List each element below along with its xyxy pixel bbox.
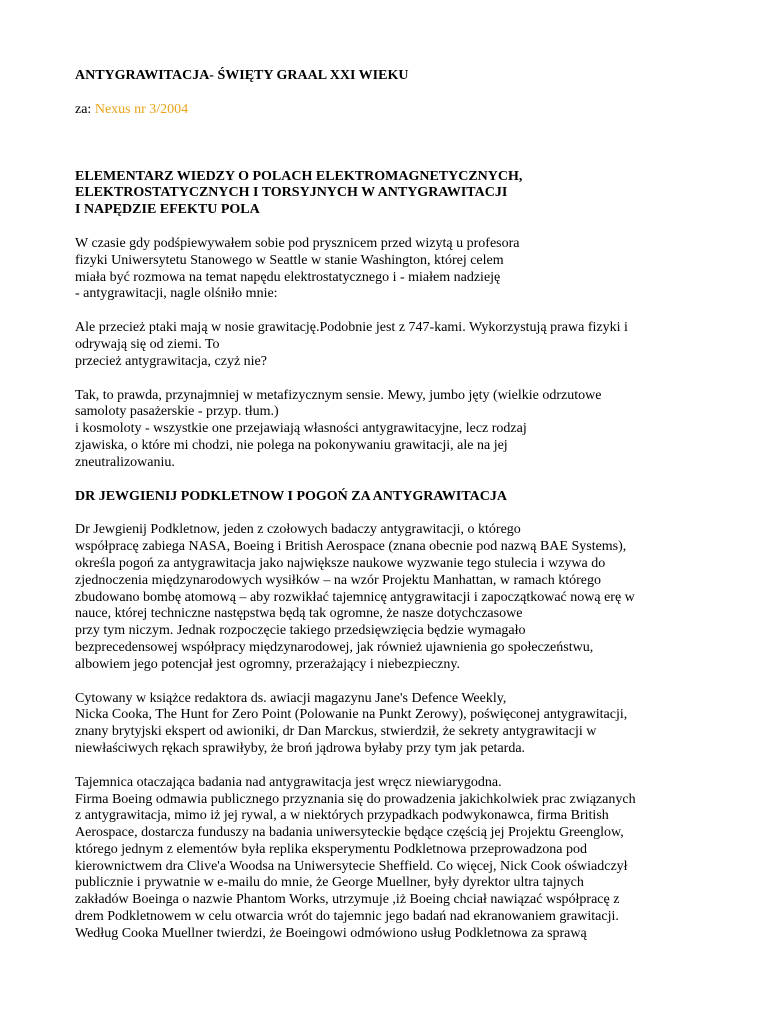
paragraph-line: fizyki Uniwersytetu Stanowego w Seattle w stanie Washington, której celem <box>75 252 504 268</box>
source-line <box>75 102 705 119</box>
paragraph-1 <box>75 236 705 303</box>
document-page <box>75 68 705 943</box>
paragraph-line: miała być rozmowa na temat napędu elektrostatycznego i - miałem nadzieję <box>75 269 501 285</box>
paragraph-line: kierownictwem dra Clive'a Woodsa na Uniwersytecie Sheffield. Co więcej, Nick Cook oświadczył <box>75 858 628 874</box>
paragraph-line: odrywają się od ziemi. To <box>75 336 220 352</box>
paragraph-line: Aerospace, dostarcza funduszy na badania uniwersyteckie będące częścią jej Projektu Greenglow, <box>75 825 624 841</box>
heading-line: ELEMENTARZ WIEDZY O POLACH ELEKTROMAGNETYCZNYCH, <box>75 168 523 184</box>
paragraph-line: samoloty pasażerskie - przyp. tłum.) <box>75 404 279 420</box>
paragraph-line: przy tym niczym. Jednak rozpoczęcie takiego przedsięwzięcia będzie wymagało <box>75 623 526 639</box>
paragraph-5 <box>75 691 705 758</box>
paragraph-line: zjawiska, o które mi chodzi, nie polega na pokonywaniu grawitacji, ale na jej <box>75 437 508 453</box>
paragraph-line: zneutralizowaniu. <box>75 454 175 470</box>
paragraph-line: zjednoczenia międzynarodowych wysiłków – na wzór Projektu Manhattan, w ramach którego <box>75 572 601 588</box>
paragraph-6 <box>75 775 705 943</box>
paragraph-line: Według Cooka Muellner twierdzi, że Boeingowi odmówiono usług Podkletnowa za sprawą <box>75 925 587 941</box>
source-link[interactable]: Nexus nr 3/2004 <box>94 101 189 117</box>
paragraph-line: i kosmoloty - wszystkie one przejawiają własności antygrawitacyjne, lecz rodzaj <box>75 421 527 437</box>
paragraph-line: albowiem jego potencjał jest ogromny, przerażający i niebezpieczny. <box>75 656 460 672</box>
paragraph-line: znany brytyjski ekspert od awioniki, dr Dan Marckus, stwierdził, że sekrety antygrawitacji w <box>75 724 597 740</box>
paragraph-line: zbudowano bombę atomową – aby rozwikłać tajemnicę antygrawitacji i zapoczątkować nową erę w <box>75 589 635 605</box>
paragraph-line: którego jednym z elementów była replika eksperymentu Podkletnowa przeprowadzona pod <box>75 841 588 857</box>
heading-line: I NAPĘDZIE EFEKTU POLA <box>75 202 260 218</box>
paragraph-line: drem Podkletnowem w celu otwarcia wrót do tajemnic jego badań nad ekranowaniem grawitacji. <box>75 909 619 925</box>
paragraph-line: - antygrawitacji, nagle olśniło mnie: <box>75 286 278 302</box>
section-heading-podkletnow: DR JEWGIENIJ PODKLETNOW I POGOŃ ZA ANTYGRAWITACJA <box>75 488 507 504</box>
paragraph-line: Cytowany w książce redaktora ds. awiacji magazynu Jane's Defence Weekly, <box>75 690 507 706</box>
paragraph-line: przecież antygrawitacja, czyż nie? <box>75 353 267 369</box>
paragraph-line: W czasie gdy podśpiewywałem sobie pod prysznicem przed wizytą u profesora <box>75 235 520 251</box>
paragraph-2 <box>75 320 705 370</box>
paragraph-line: nauce, której techniczne następstwa będą tak ogromne, że nasze dotychczasowe <box>75 606 523 622</box>
paragraph-3 <box>75 388 705 472</box>
paragraph-line: niewłaściwych rękach sprawiłyby, że broń jądrowa byłaby przy tym jak petarda. <box>75 740 526 756</box>
paragraph-line: Dr Jewgienij Podkletnow, jeden z czołowych badaczy antygrawitacji, o którego <box>75 522 521 538</box>
paragraph-4 <box>75 522 705 673</box>
paragraph-line: publicznie i prywatnie w e-mailu do mnie, że George Muellner, były dyrektor ultra tajnych <box>75 875 584 891</box>
paragraph-line: Firma Boeing odmawia publicznego przyznania się do prowadzenia jakichkolwiek prac związanych <box>75 791 636 807</box>
paragraph-line: z antygrawitacja, mimo iż jej rywal, a w niektórych przypadkach podwykonawca, firma British <box>75 808 609 824</box>
paragraph-line: Tajemnica otaczająca badania nad antygrawitacja jest wręcz niewiarygodna. <box>75 774 502 790</box>
heading-line: ELEKTROSTATYCZNYCH I TORSYJNYCH W ANTYGRAWITACJI <box>75 185 508 201</box>
section-heading-elementarz <box>75 169 705 219</box>
paragraph-line: Ale przecież ptaki mają w nosie grawitację.Podobnie jest z 747-kami. Wykorzystują prawa fizyki i <box>75 320 628 336</box>
paragraph-line: bezprecedensowej współpracy międzynarodowej, jak również ujawnienia go społeczeństwu, <box>75 639 594 655</box>
paragraph-line: Tak, to prawda, przynajmniej w metafizycznym sensie. Mewy, jumbo jęty (wielkie odrzutowe <box>75 387 602 403</box>
source-prefix: za: <box>75 101 92 117</box>
paragraph-line: określa pogoń za antygrawitacja jako największe naukowe wyzwanie tego stulecia i wzywa do <box>75 555 606 571</box>
paragraph-line: zakładów Boeinga o nazwie Phantom Works, utrzymuje ,iż Boeing chciał nawiązać współpracę z <box>75 892 620 908</box>
paragraph-line: współpracę zabiega NASA, Boeing i British Aerospace (znana obecnie pod nazwą BAE Systems), <box>75 539 627 555</box>
paragraph-line: Nicka Cooka, The Hunt for Zero Point (Polowanie na Punkt Zerowy), poświęconej antygrawitacji, <box>75 707 628 723</box>
document-title: ANTYGRAWITACJA- ŚWIĘTY GRAAL XXI WIEKU <box>75 68 409 83</box>
